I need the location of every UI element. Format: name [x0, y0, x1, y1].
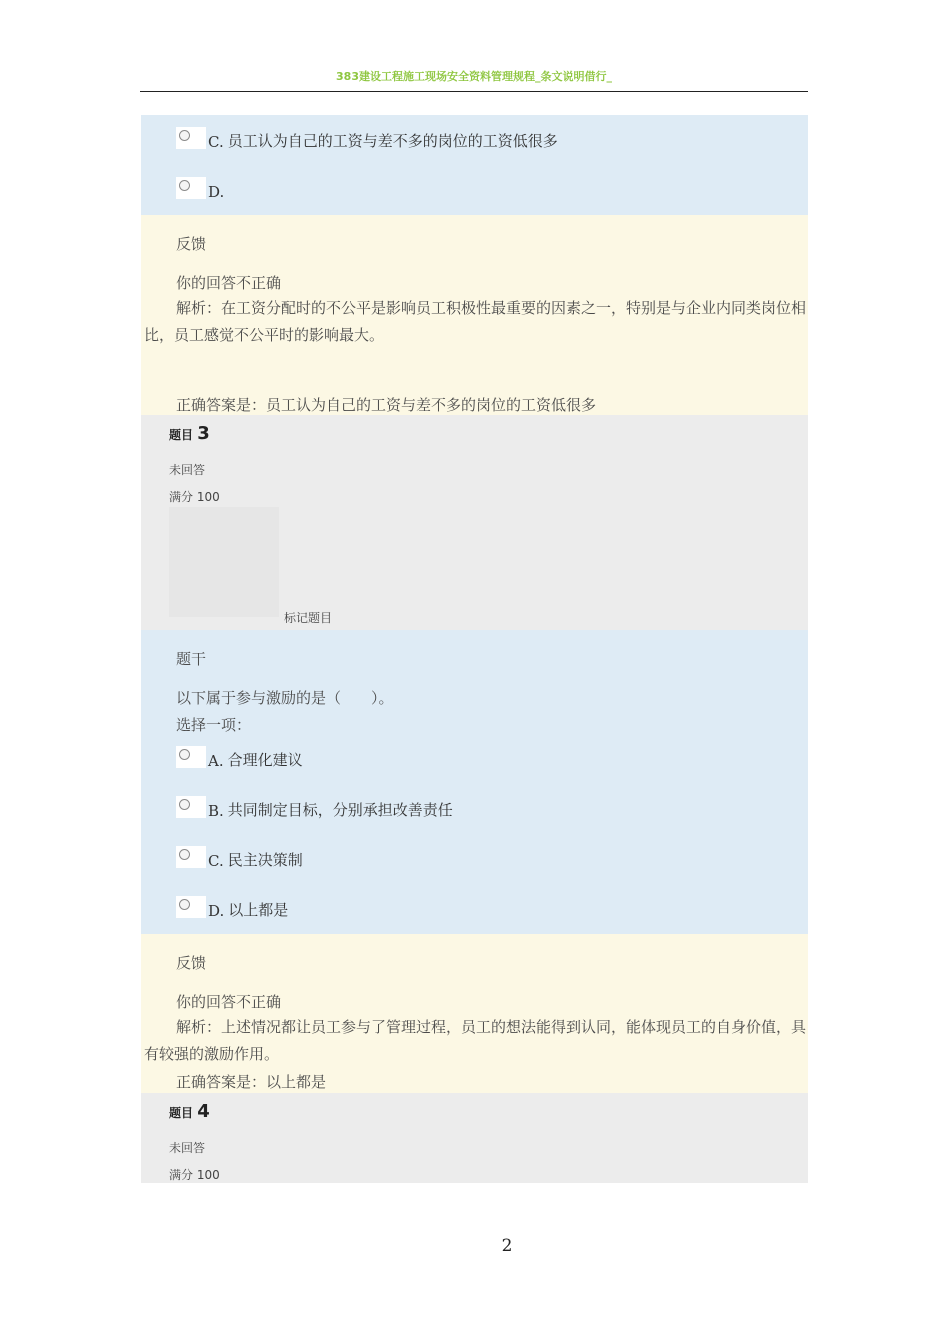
option-text: 员工认为自己的工资与差不多的岗位的工资低很多: [227, 132, 558, 150]
question-score: 满分 100: [169, 1168, 220, 1182]
question-label: 题目: [169, 428, 194, 442]
flag-question-link[interactable]: 标记题目: [284, 611, 333, 625]
radio-button[interactable]: [176, 746, 206, 768]
feedback-correct-answer: 正确答案是：以上都是: [176, 1073, 327, 1091]
q2-options-panel: [141, 115, 808, 215]
q4-info-panel: [141, 1093, 808, 1183]
option-text: 共同制定目标，分别承担改善责任: [227, 801, 453, 819]
page-number: 2: [501, 1236, 513, 1256]
question-stem: 以下属于参与激励的是（ ）。: [176, 689, 394, 707]
option-text: 民主决策制: [227, 851, 303, 869]
option-c[interactable]: [176, 846, 303, 870]
q3-info-panel: [141, 415, 808, 630]
option-letter: D.: [208, 183, 225, 201]
radio-button[interactable]: [176, 177, 206, 199]
question-status: 未回答: [169, 1141, 206, 1155]
feedback-label: 反馈: [176, 954, 207, 972]
radio-button[interactable]: [176, 846, 206, 868]
q2-feedback-panel: [141, 215, 808, 415]
question-number-value: 3: [197, 423, 210, 444]
feedback-correct-answer: 正确答案是：员工认为自己的工资与差不多的岗位的工资低很多: [176, 396, 597, 414]
option-letter: B.: [208, 802, 224, 820]
header-rule: [140, 91, 808, 92]
option-letter: C.: [208, 133, 224, 151]
q3-feedback-panel: [141, 934, 808, 1093]
option-letter: A.: [208, 752, 224, 770]
option-a[interactable]: [176, 746, 303, 770]
question-number: [169, 1101, 210, 1122]
option-b[interactable]: [176, 796, 453, 820]
option-d[interactable]: [176, 177, 224, 201]
page-header-title: 383建设工程施工现场安全资料管理规程_条文说明借行_: [336, 70, 612, 83]
option-c[interactable]: [176, 127, 558, 151]
question-status: 未回答: [169, 463, 206, 477]
choose-one-label: 选择一项：: [176, 716, 252, 734]
question-number: [169, 423, 210, 444]
option-letter: C.: [208, 852, 224, 870]
option-text: 合理化建议: [227, 751, 303, 769]
feedback-analysis: 解析：在工资分配时的不公平是影响员工积极性最重要的因素之一，特别是与企业内同类岗位相比，员工感觉不公平时的影响最大。: [144, 299, 807, 344]
option-text: 以上都是: [228, 901, 289, 919]
option-d[interactable]: [176, 896, 288, 920]
radio-button[interactable]: [176, 896, 206, 918]
question-label: 题目: [169, 1106, 194, 1120]
option-letter: D.: [208, 902, 225, 920]
feedback-analysis: 解析：上述情况都让员工参与了管理过程，员工的想法能得到认同，能体现员工的自身价值，具有较强的激励作用。: [144, 1018, 807, 1063]
question-number-value: 4: [197, 1101, 210, 1122]
feedback-result: 你的回答不正确: [176, 274, 282, 292]
feedback-result: 你的回答不正确: [176, 993, 282, 1011]
radio-button[interactable]: [176, 796, 206, 818]
feedback-label: 反馈: [176, 235, 207, 253]
flag-area: [169, 507, 279, 617]
radio-button[interactable]: [176, 127, 206, 149]
stem-label: 题干: [176, 650, 207, 668]
q3-content-panel: [141, 630, 808, 934]
question-score: 满分 100: [169, 490, 220, 504]
